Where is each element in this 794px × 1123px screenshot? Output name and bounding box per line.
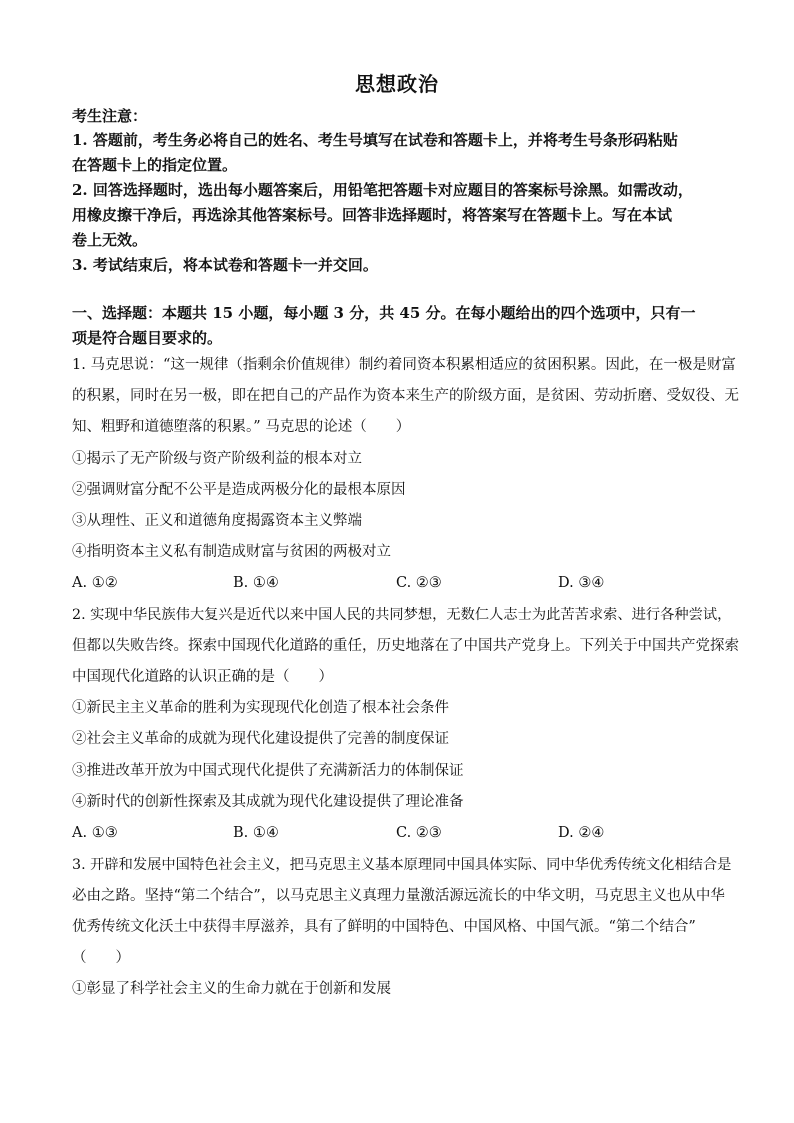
- question-2-item: ③推进改革开放为中国式现代化提供了充满新活力的体制保证: [72, 763, 464, 779]
- question-3-stem: 必由之路。坚持“第二个结合”，以马克思主义真理力量激活源远流长的中华文明，马克思主义也从中华: [72, 888, 725, 904]
- question-1-item: ②强调财富分配不公平是造成两极分化的最根本原因: [72, 482, 406, 498]
- question-2-option-a: A. ①③: [72, 825, 118, 841]
- question-1-stem: 的积累，同时在另一极，即在把自己的产品作为资本来生产的阶级方面，是贫困、劳动折磨、受奴役、无: [72, 388, 739, 404]
- notice-line: 1. 答题前，考生务必将自己的姓名、考生号填写在试卷和答题卡上，并将考生号条形码粘贴: [72, 131, 678, 149]
- question-2-item: ②社会主义革命的成就为现代化建设提供了完善的制度保证: [72, 731, 449, 747]
- question-2-option-b: B. ①④: [233, 825, 279, 841]
- question-1-stem: 1. 马克思说：“这一规律（指剩余价值规律）制约着同资本积累相适应的贫困积累。因此，在一极是财富: [72, 357, 736, 373]
- question-1-item: ④指明资本主义私有制造成财富与贫困的两极对立: [72, 544, 391, 560]
- question-1-item: ③从理性、正义和道德角度揭露资本主义弊端: [72, 513, 362, 529]
- question-2-item: ①新民主主义革命的胜利为实现现代化创造了根本社会条件: [72, 700, 449, 716]
- question-1-option-b: B. ①④: [233, 575, 279, 591]
- question-2-option-d: D. ②④: [558, 825, 605, 841]
- section-heading: 项是符合题目要求的。: [72, 329, 223, 347]
- question-2-stem: 中国现代化道路的认识正确的是（ ）: [72, 669, 333, 685]
- notice-line: 卷上无效。: [72, 231, 148, 249]
- question-2-stem: 但都以失败告终。探索中国现代化道路的重任，历史地落在了中国共产党身上。下列关于中国共产党探索: [72, 638, 739, 654]
- notice-line: 在答题卡上的指定位置。: [72, 156, 238, 174]
- notice-heading: 考生注意：: [72, 107, 148, 125]
- question-2-item: ④新时代的创新性探索及其成就为现代化建设提供了理论准备: [72, 794, 464, 810]
- question-1-option-d: D. ③④: [558, 575, 605, 591]
- notice-line: 3. 考试结束后，将本试卷和答题卡一并交回。: [72, 256, 378, 274]
- section-heading: 一、选择题：本题共 15 小题，每小题 3 分，共 45 分。在每小题给出的四个选项中，只有一: [72, 304, 696, 322]
- question-3-stem: （ ）: [72, 950, 130, 966]
- question-3-stem: 优秀传统文化沃土中获得丰厚滋养，具有了鲜明的中国特色、中国风格、中国气派。“第二个结合”: [72, 919, 696, 935]
- question-1-item: ①揭示了无产阶级与资产阶级利益的根本对立: [72, 451, 362, 467]
- question-3-item: ①彰显了科学社会主义的生命力就在于创新和发展: [72, 981, 391, 997]
- question-1-stem: 知、粗野和道德堕落的积累。” 马克思的论述（ ）: [72, 419, 411, 435]
- notice-line: 2. 回答选择题时，选出每小题答案后，用铅笔把答题卡对应题目的答案标号涂黑。如需改动，: [72, 181, 693, 199]
- question-3-stem: 3. 开辟和发展中国特色社会主义，把马克思主义基本原理同中国具体实际、同中华优秀传统文化相结合是: [72, 857, 732, 873]
- question-1-option-c: C. ②③: [396, 575, 442, 591]
- page-title: 思想政治: [355, 72, 439, 96]
- question-2-stem: 2. 实现中华民族伟大复兴是近代以来中国人民的共同梦想，无数仁人志士为此苦苦求索、进行各种尝试，: [72, 607, 732, 623]
- notice-line: 用橡皮擦干净后，再选涂其他答案标号。回答非选择题时，将答案写在答题卡上。写在本试: [72, 206, 673, 224]
- question-1-option-a: A. ①②: [72, 575, 118, 591]
- question-2-option-c: C. ②③: [396, 825, 442, 841]
